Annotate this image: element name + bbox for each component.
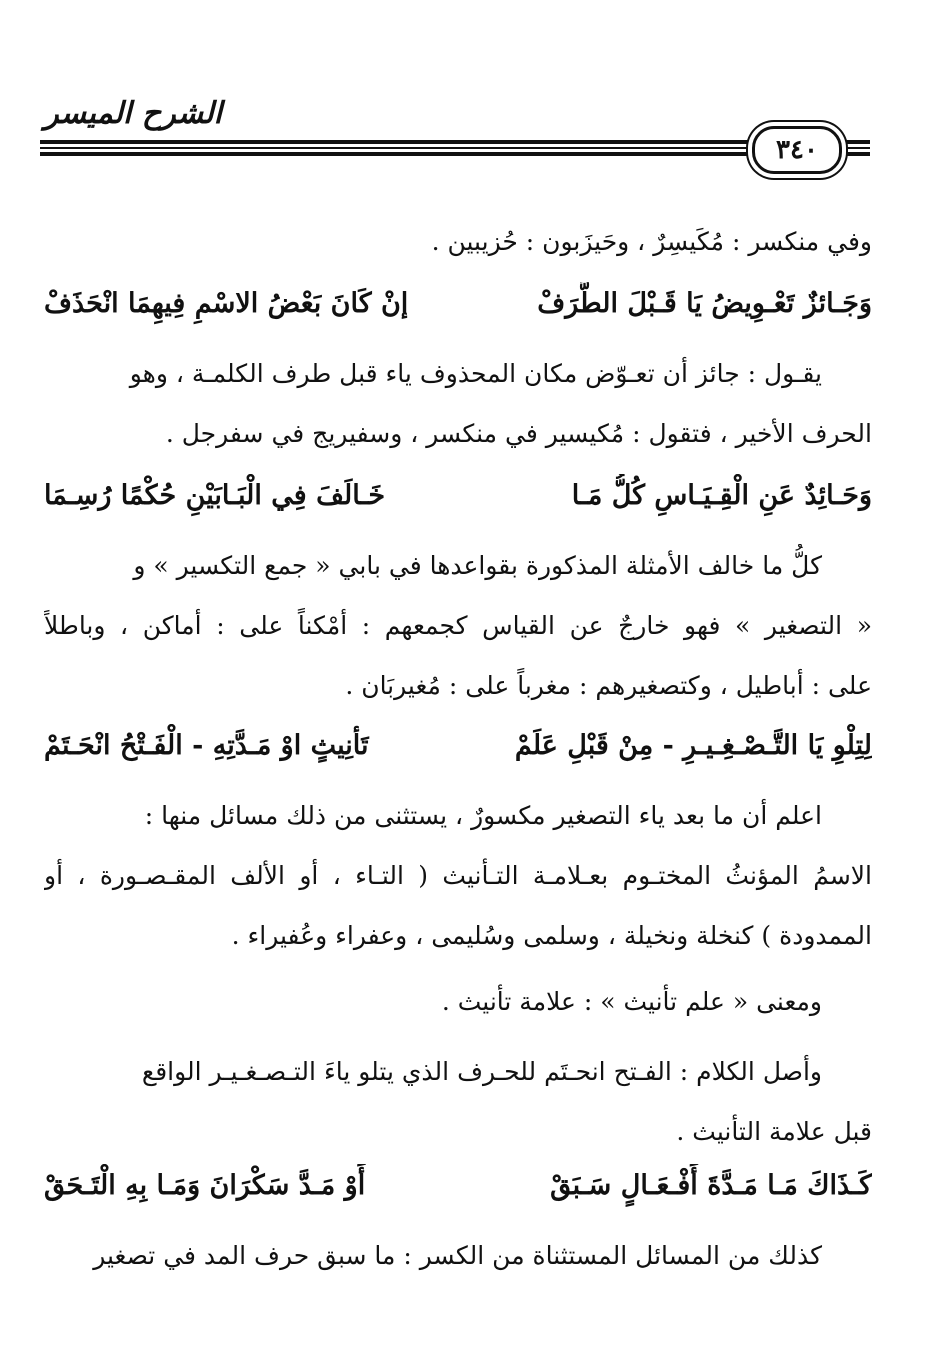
page-number-badge bbox=[752, 126, 842, 174]
prose-line: قبل علامة التأنيث . bbox=[676, 1117, 872, 1146]
verse-second-hemistich: تَأنِيثٍ اوْ مَـدَّتِهِ - الْفَـتْحُ انْحَـتَمْ bbox=[44, 730, 369, 761]
prose-line: وفي منكسر : مُكَيسِرٌ ، وحَيزَبون : حُزيبين . bbox=[431, 227, 872, 256]
verse-second-hemistich: إنْ كَانَ بَعْضُ الاسْمِ فِيهِمَا انْحَذَفْ bbox=[44, 288, 409, 319]
verse-second-hemistich: أَوْ مَـدَّ سَكْرَانَ وَمَـا بِهِ الْتَـحَقْ bbox=[44, 1170, 366, 1201]
verse-line bbox=[44, 282, 872, 326]
prose-line: كذلك من المسائل المستثناة من الكسر : ما سبق حرف المد في تصغير bbox=[93, 1241, 822, 1270]
prose-line: ومعنى « علم تأنيث » : علامة تأنيث . bbox=[441, 987, 822, 1016]
prose-line: « التصغير » فهو خارجٌ عن القياس كجمعهم : أمْكناً على : أماكن ، وباطلاً bbox=[44, 611, 872, 640]
prose-line: على : أباطيل ، وكتصغيرهم : مغرباً على : مُغيربَان . bbox=[345, 671, 872, 700]
verse-second-hemistich: خَـالَفَ فِي الْبَـابَيْنِ حُكْمًا رُسِـمَا bbox=[44, 480, 386, 511]
verse-first-hemistich: وَجَـائزٌ تَعْـوِيضُ يَا قَـبْلَ الطَّرَفْ bbox=[537, 288, 872, 319]
prose-line: اعلم أن ما بعد ياء التصغير مكسورٌ ، يستثنى من ذلك مسائل منها : bbox=[144, 801, 822, 830]
header-rule bbox=[40, 152, 870, 156]
prose-line: الحرف الأخير ، فتقول : مُكيسير في منكسر ، وسفيريج في سفرجل . bbox=[165, 419, 872, 448]
header-rule bbox=[40, 140, 870, 144]
verse-first-hemistich: وَحَـائِدٌ عَنِ الْقِـيَـاسِ كُلُّ مَـا bbox=[571, 480, 872, 511]
verse-first-hemistich: لِتِلْوِ يَا التَّـصْـغِـيـرِ - مِنْ قَبْلِ عَلَمْ bbox=[514, 730, 872, 761]
prose-line: وأصل الكلام : الفـتح انحـتَم للحـرف الذي يتلو ياءَ التـصـغـيـر الواقع bbox=[141, 1057, 822, 1086]
prose-line: الممدودة ) كنخلة ونخيلة ، وسلمى وسُليمى ، وعفراء وعُفيراء . bbox=[231, 921, 872, 950]
prose-line: كلُّ ما خالف الأمثلة المذكورة بقواعدها في بابي « جمع التكسير » و bbox=[133, 551, 822, 580]
page-header bbox=[0, 0, 944, 200]
verse-line bbox=[44, 724, 872, 768]
verse-first-hemistich: كَـذَاكَ مَـا مَـدَّةَ أَفْـعَـالٍ سَـبَقْ bbox=[550, 1170, 872, 1201]
header-rule bbox=[40, 147, 870, 149]
verse-line bbox=[44, 1164, 872, 1208]
book-title: الشرح الميسر bbox=[44, 96, 222, 131]
page-number: ٣٤٠ bbox=[776, 135, 818, 165]
prose-line: يقـول : جائز أن تعـوّض مكان المحذوف ياء قبل طرف الكلمـة ، وهو bbox=[129, 359, 822, 388]
verse-line bbox=[44, 474, 872, 518]
prose-line: الاسمُ المؤنثُ المختـوم بعـلامـة التـأنيث ( التـاء ، أو الألف المقـصـورة ، أو bbox=[44, 861, 872, 890]
